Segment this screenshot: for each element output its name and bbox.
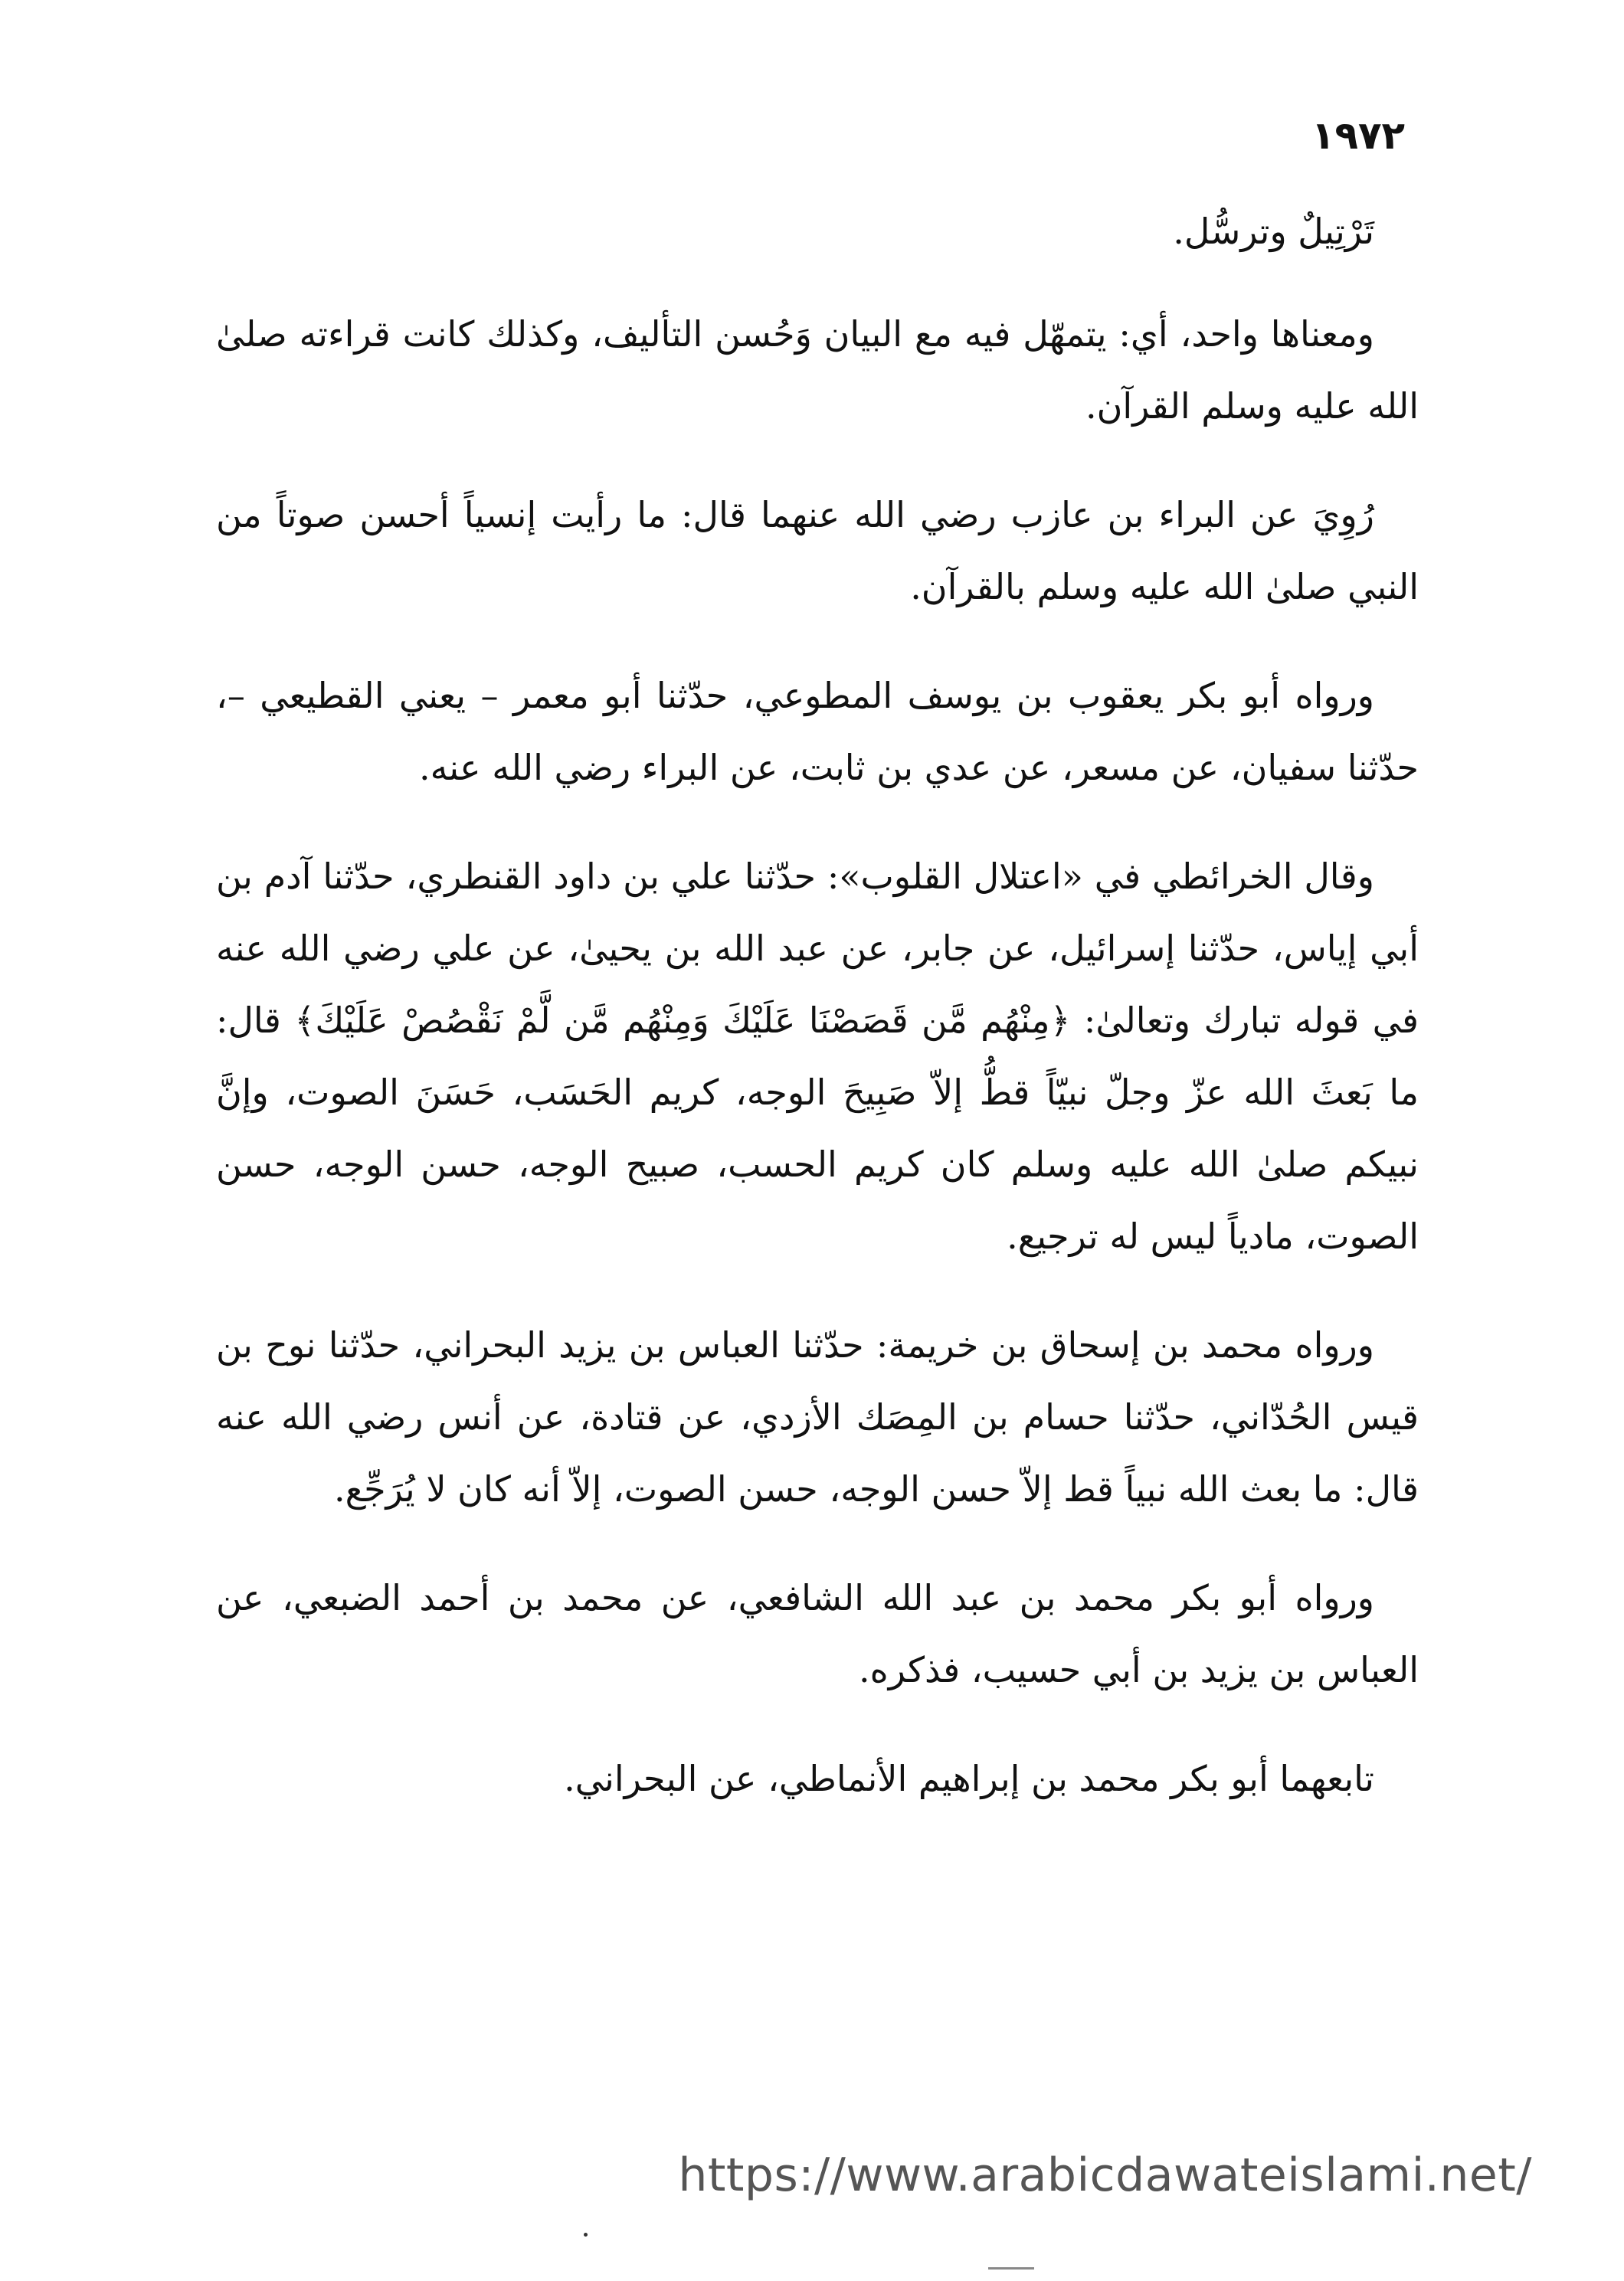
body-text (216, 195, 1419, 1851)
page-number: ١٩٧٢ (1311, 113, 1405, 158)
footer-mark (988, 2267, 1034, 2270)
paragraph-1: تَرْتِيلٌ وترسُّل. (1173, 211, 1374, 252)
paragraph-5: وقال الخرائطي في «اعتلال القلوب»: حدّثنا علي بن داود القنطري، حدّثنا آدم بن أبي إياس، حدّثنا إسرائيل، عن جابر، عن عبد الله بن يحيىٰ، عن علي رضي الله عنه في قوله تبارك وتعالىٰ: ﴿مِنْهُم مَّن قَصَصْنَا عَلَيْكَ وَمِنْهُم مَّن لَّمْ نَقْصُصْ عَلَيْكَ﴾ قال: ما بَعثَ الله عزّ وجلّ نبيّاً قطُّ إلاّ صَبِيحَ الوجه، كريم الحَسَب، حَسَنَ الصوت، وإنَّ نبيكم صلىٰ الله عليه وسلم كان كريم الحسب، صبيح الوجه، حسن الوجه، حسن الصوت، مادياً ليس له ترجيع. (216, 856, 1419, 1257)
paragraph-2: ومعناها واحد، أي: يتمهّل فيه مع البيان وَحُسن التأليف، وكذلك كانت قراءته صلىٰ الله عليه وسلم القرآن. (216, 313, 1419, 427)
website-watermark: https://www.arabicdawateislami.net/ (678, 2148, 1532, 2202)
paragraph-4: ورواه أبو بكر يعقوب بن يوسف المطوعي، حدّثنا أبو معمر – يعني القطيعي –، حدّثنا سفيان، عن مسعر، عن عدي بن ثابت، عن البراء رضي الله عنه. (216, 675, 1419, 788)
footer-dot (584, 2233, 588, 2237)
paragraph-6: ورواه محمد بن إسحاق بن خريمة: حدّثنا العباس بن يزيد البحراني، حدّثنا نوح بن قيس الحُدّاني، حدّثنا حسام بن المِصَك الأزدي، عن قتادة، عن أنس رضي الله عنه قال: ما بعث الله نبياً قط إلاّ حسن الوجه، حسن الصوت، إلاّ أنه كان لا يُرَجِّع. (216, 1324, 1419, 1510)
paragraph-3: رُوِيَ عن البراء بن عازب رضي الله عنهما قال: ما رأيت إنسياً أحسن صوتاً من النبي صلىٰ الله عليه وسلم بالقرآن. (216, 494, 1419, 607)
paragraph-8: تابعهما أبو بكر محمد بن إبراهيم الأنماطي، عن البحراني. (564, 1758, 1374, 1799)
paragraph-7: ورواه أبو بكر محمد بن عبد الله الشافعي، عن محمد بن أحمد الضبعي، عن العباس بن يزيد بن أبي حسيب، فذكره. (216, 1577, 1419, 1690)
